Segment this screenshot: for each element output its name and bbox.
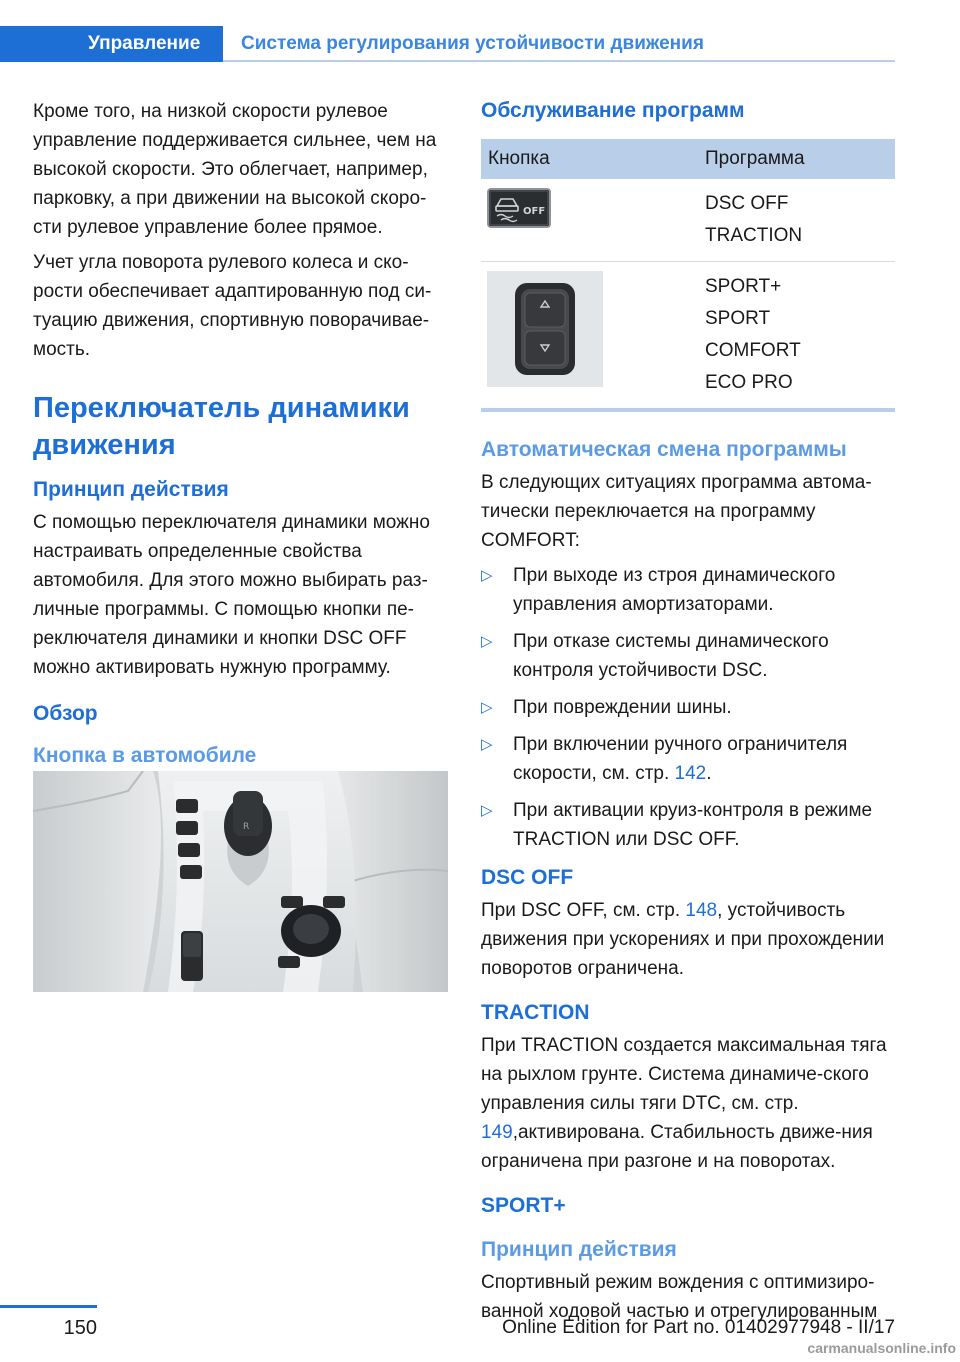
paragraph-sport: Спортивный режим вождения с оптимизиро‐ванной ходовой частью и отрегулированным [481,1272,878,1322]
bullet-triangle-icon: ▷ [481,699,493,716]
paragraph-traction: При TRACTION создается максимальная тяга на рыхлом грунте. Система динамиче‐ского управления силы тяги DTC, см. стр. 149,активирована. Стабильность движе‐ния ограничена при разгоне и на поворотах. [481,1035,887,1172]
auto-change-list [481,561,895,854]
heading-button-in-vehicle: Кнопка в автомобиле [33,744,257,767]
vehicle-console-photo [33,771,448,992]
bullet-triangle-icon: ▷ [481,633,493,650]
list-item: ▷ При выходе из строя динамического управления амортизаторами. [481,561,895,619]
paragraph-steering-low-speed: Кроме того, на низкой скорости рулевое управление поддерживается сильнее, чем на высокой скорости. Это облегчает, например, парковку, а при движении на высокой скоро‐сти рулевое управление более прямое. [33,101,437,238]
list-item: ▷ При повреждении шины. [481,693,895,722]
header-subsection: Система регулирования устойчивости движения [241,33,704,54]
dsc-off-button-icon [487,188,551,228]
heading-sport-plus: SPORT+ [481,1194,566,1217]
table-header [481,139,895,179]
page-number: 150 [63,1317,97,1339]
table-cell-programs [698,262,895,408]
svg-text:OFF: OFF [523,206,546,217]
page-link-142[interactable]: 142 [674,763,707,784]
program-table [481,139,895,412]
program-sport-plus: SPORT+ [705,276,782,297]
list-item: ▷ При активации круиз-контроля в режиме TRACTION или DSC OFF. [481,796,895,854]
program-sport: SPORT [705,308,771,329]
heading-driving-dynamics-switch: Переключатель динамики движения [33,392,410,461]
page-header [0,26,895,62]
program-eco-pro: ECO PRO [705,372,793,393]
bullet-triangle-icon: ▷ [481,736,493,753]
paragraph-steering-angle: Учет угла поворота рулевого колеса и ско‐рости обеспечивает адаптированную под си‐туацию движения, спортивную поворачивае‐мость. [33,252,432,360]
table-row [481,262,895,408]
page-link-148[interactable]: 148 [685,900,718,921]
footer-rule [0,1305,97,1308]
table-header-button: Кнопка [488,148,550,169]
center-console-illustration [33,771,448,992]
table-row [481,179,895,262]
table-cell-programs [698,179,895,261]
heading-program-operation: Обслуживание программ [481,99,745,122]
bullet-triangle-icon: ▷ [481,567,493,584]
program-traction: TRACTION [705,225,803,246]
heading-principle-sport: Принцип действия [481,1238,677,1261]
edition-text: Online Edition for Part no. 01402977948 - II/17 [502,1317,895,1338]
heading-auto-program-change: Автоматическая смена программы [481,438,847,461]
table-cell-icon [481,262,698,408]
table-header-program: Программа [705,148,805,169]
heading-principle: Принцип действия [33,478,229,501]
table-cell-icon [481,179,698,261]
header-section: Управление [0,26,223,62]
paragraph-principle: С помощью переключателя динамики можно настраивать определенные свойства автомобиля. Для этого можно выбирать раз‐личные программы. С помощью кнопки пе‐реключателя динамики и кнопки DSC OFF можно активировать нужную программу. [33,512,430,678]
right-column [481,97,895,1332]
watermark: carmanualsonline.info [807,1340,956,1356]
list-item: ▷ При отказе системы динамического контроля устойчивости DSC. [481,627,895,685]
program-dsc-off: DSC OFF [705,193,789,214]
header-rule [223,60,895,62]
heading-traction: TRACTION [481,1001,590,1024]
heading-dsc-off: DSC OFF [481,866,574,889]
page-link-149[interactable]: 149 [481,1122,513,1143]
driving-dynamics-switch-icon [487,271,603,387]
heading-overview: Обзор [33,702,98,725]
paragraph-auto-change: В следующих ситуациях программа автома‐тически переключается на программу COMFORT: [481,472,872,551]
list-item: ▷ При включении ручного ограничителя скорости, см. стр. 142. [481,730,895,788]
paragraph-dsc-off: При DSC OFF, см. стр. 148, устойчивость движения при ускорениях и при прохождении поворотов ограничена. [481,900,885,979]
left-column [33,97,448,774]
svg-text:R: R [243,822,250,832]
bullet-triangle-icon: ▷ [481,802,493,819]
program-comfort: COMFORT [705,340,801,361]
